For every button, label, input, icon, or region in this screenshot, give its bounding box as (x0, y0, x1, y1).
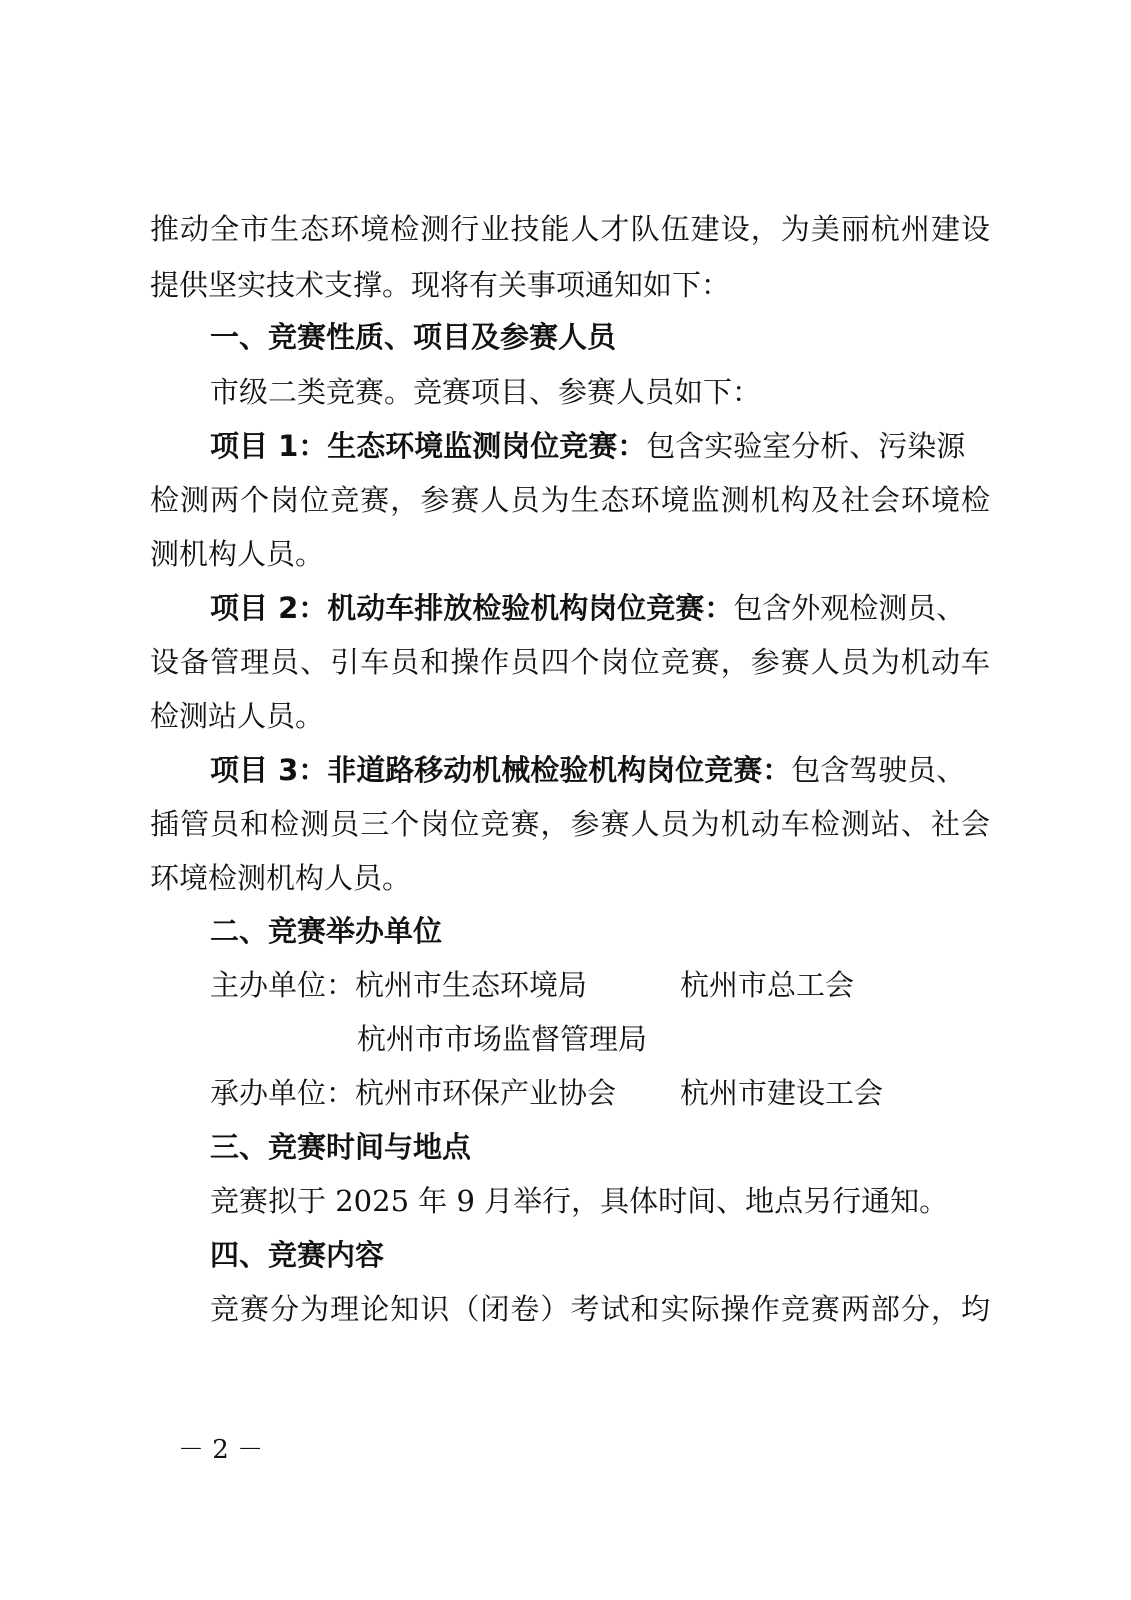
section-heading-4: 四、竞赛内容 (210, 1238, 385, 1272)
organizer-org-1: 杭州市环保产业协会 (355, 1076, 617, 1110)
host-org-3: 杭州市市场监督管理局 (357, 1022, 648, 1056)
competition-level-text: 市级二类竞赛。竞赛项目、参赛人员如下： (210, 375, 762, 409)
project-3-title: 项目 3：非道路移动机械检验机构岗位竞赛： (210, 753, 792, 787)
intro-line-2: 提供坚实技术支撑。现将有关事项通知如下： (150, 268, 731, 302)
project-3-description-start: 包含驾驶员、 (791, 753, 966, 787)
project-1-description-start: 包含实验室分析、污染源 (646, 429, 966, 463)
organizer-units-row (210, 1071, 990, 1115)
project-1-title: 项目 1：生态环境监测岗位竞赛： (210, 429, 647, 463)
project-2-line-3: 检测站人员。 (150, 699, 325, 733)
project-3-line-1 (210, 748, 990, 792)
organizer-label: 承办单位： (210, 1076, 356, 1110)
section-heading-1: 一、竞赛性质、项目及参赛人员 (210, 320, 617, 354)
project-3-line-2: 插管员和检测员三个岗位竞赛，参赛人员为机动车检测站、社会 (150, 807, 990, 841)
project-1-line-3: 测机构人员。 (150, 537, 325, 571)
host-org-1: 杭州市生态环境局 (355, 968, 588, 1002)
content-line-1: 竞赛分为理论知识（闭卷）考试和实际操作竞赛两部分，均 (210, 1292, 990, 1326)
intro-line-1: 推动全市生态环境检测行业技能人才队伍建设，为美丽杭州建设 (150, 212, 990, 246)
competition-time-text: 竞赛拟于 2025 年 9 月举行，具体时间、地点另行通知。 (210, 1184, 949, 1218)
project-2-description-start: 包含外观检测员、 (733, 591, 966, 625)
project-2-line-2: 设备管理员、引车员和操作员四个岗位竞赛，参赛人员为机动车 (150, 645, 990, 679)
project-1-line-1 (210, 424, 990, 468)
project-3-line-3: 环境检测机构人员。 (150, 861, 412, 895)
section-heading-3: 三、竞赛时间与地点 (210, 1130, 472, 1164)
host-label: 主办单位： (210, 968, 356, 1002)
project-2-title: 项目 2：机动车排放检验机构岗位竞赛： (210, 591, 734, 625)
host-org-2: 杭州市总工会 (680, 968, 855, 1002)
section-heading-2: 二、竞赛举办单位 (210, 914, 443, 948)
page-number: － 2 － (178, 1435, 264, 1465)
project-2-line-1 (210, 586, 990, 630)
organizer-org-2: 杭州市建设工会 (680, 1076, 884, 1110)
host-units-row-1 (210, 963, 990, 1007)
project-1-line-2: 检测两个岗位竞赛，参赛人员为生态环境监测机构及社会环境检 (150, 483, 990, 517)
